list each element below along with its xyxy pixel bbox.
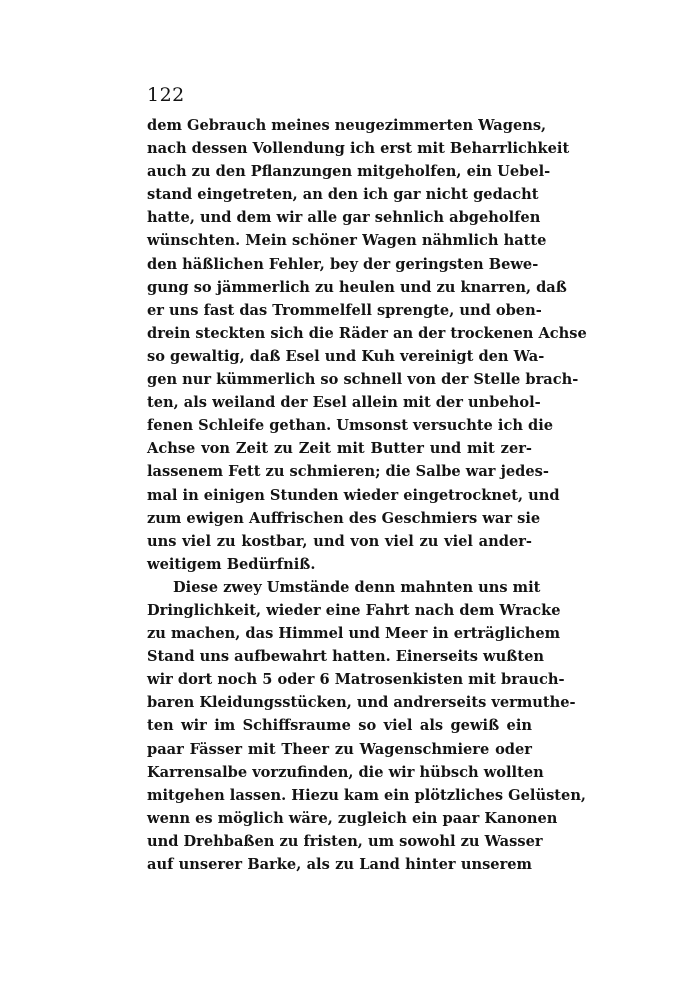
text-line: er uns fast das Trommelfell sprengte, und oben- [147, 301, 542, 319]
text-line: ten, als weiland der Esel allein mit der unbehol- [147, 394, 541, 412]
text-line: auf unserer Barke, als zu Land hinter unserem [147, 856, 532, 873]
text-line: gung so jämmerlich zu heulen und zu knarren, daß [147, 278, 567, 296]
text-line: und Drehbaßen zu fristen, um sowohl zu Wasser [147, 832, 543, 850]
text-line: mal in einigen Stunden wieder eingetrocknet, und [147, 486, 560, 504]
text-line: stand eingetreten, an den ich gar nicht gedacht [147, 186, 539, 204]
text-line: Stand uns aufbewahrt hatten. Einerseits wußten [147, 648, 544, 666]
text-line: nach dessen Vollendung ich erst mit Beharrlichkeit [147, 140, 570, 158]
text-line: den häßlichen Fehler, bey der geringsten Bewe- [147, 255, 539, 273]
page-body-text [147, 114, 587, 876]
text-line: wünschten. Mein schöner Wagen nähmlich hatte [147, 232, 547, 250]
text-line: so gewaltig, daß Esel und Kuh vereinigt den Wa- [147, 347, 545, 365]
text-line: Karrensalbe vorzufinden, die wir hübsch wollten [147, 763, 544, 781]
text-line: hatte, und dem wir alle gar sehnlich abgeholfen [147, 209, 541, 227]
text-line: ten wir im Schiffsraume so viel als gewiß ein [147, 717, 532, 735]
text-line: zu machen, das Himmel und Meer in erträglichem [147, 625, 561, 643]
page-number: 122 [147, 84, 185, 106]
text-line: Dringlichkeit, wieder eine Fahrt nach dem Wracke [147, 601, 561, 619]
text-line: uns viel zu kostbar, und von viel zu viel ander- [147, 532, 532, 550]
text-line: mitgehen lassen. Hiezu kam ein plötzliches Gelüsten, [147, 786, 587, 804]
text-line: wir dort noch 5 oder 6 Matrosenkisten mit brauch- [147, 671, 565, 689]
text-line: drein steckten sich die Räder an der trockenen Achse [147, 324, 587, 342]
text-line: zum ewigen Auffrischen des Geschmiers war sie [147, 509, 541, 527]
text-line: wenn es möglich wäre, zugleich ein paar Kanonen [147, 809, 558, 827]
text-line: lassenem Fett zu schmieren; die Salbe war jedes- [147, 463, 549, 481]
text-line: paar Fässer mit Theer zu Wagenschmiere oder [147, 740, 532, 758]
text-line: baren Kleidungsstücken, und andrerseits vermuthe- [147, 694, 576, 712]
text-line: fenen Schleife gethan. Umsonst versuchte ich die [147, 417, 554, 435]
text-line: gen nur kümmerlich so schnell von der Stelle brach- [147, 371, 579, 389]
text-line: auch zu den Pflanzungen mitgeholfen, ein Uebel- [147, 163, 551, 181]
paragraph-start-line: Diese zwey Umstände denn mahnten uns mit [173, 578, 541, 596]
paragraph-end-line: weitigem Bedürfniß. [147, 555, 316, 573]
text-line: dem Gebrauch meines neugezimmerten Wagens, [147, 117, 547, 134]
text-line: Achse von Zeit zu Zeit mit Butter und mit zer- [147, 440, 532, 458]
